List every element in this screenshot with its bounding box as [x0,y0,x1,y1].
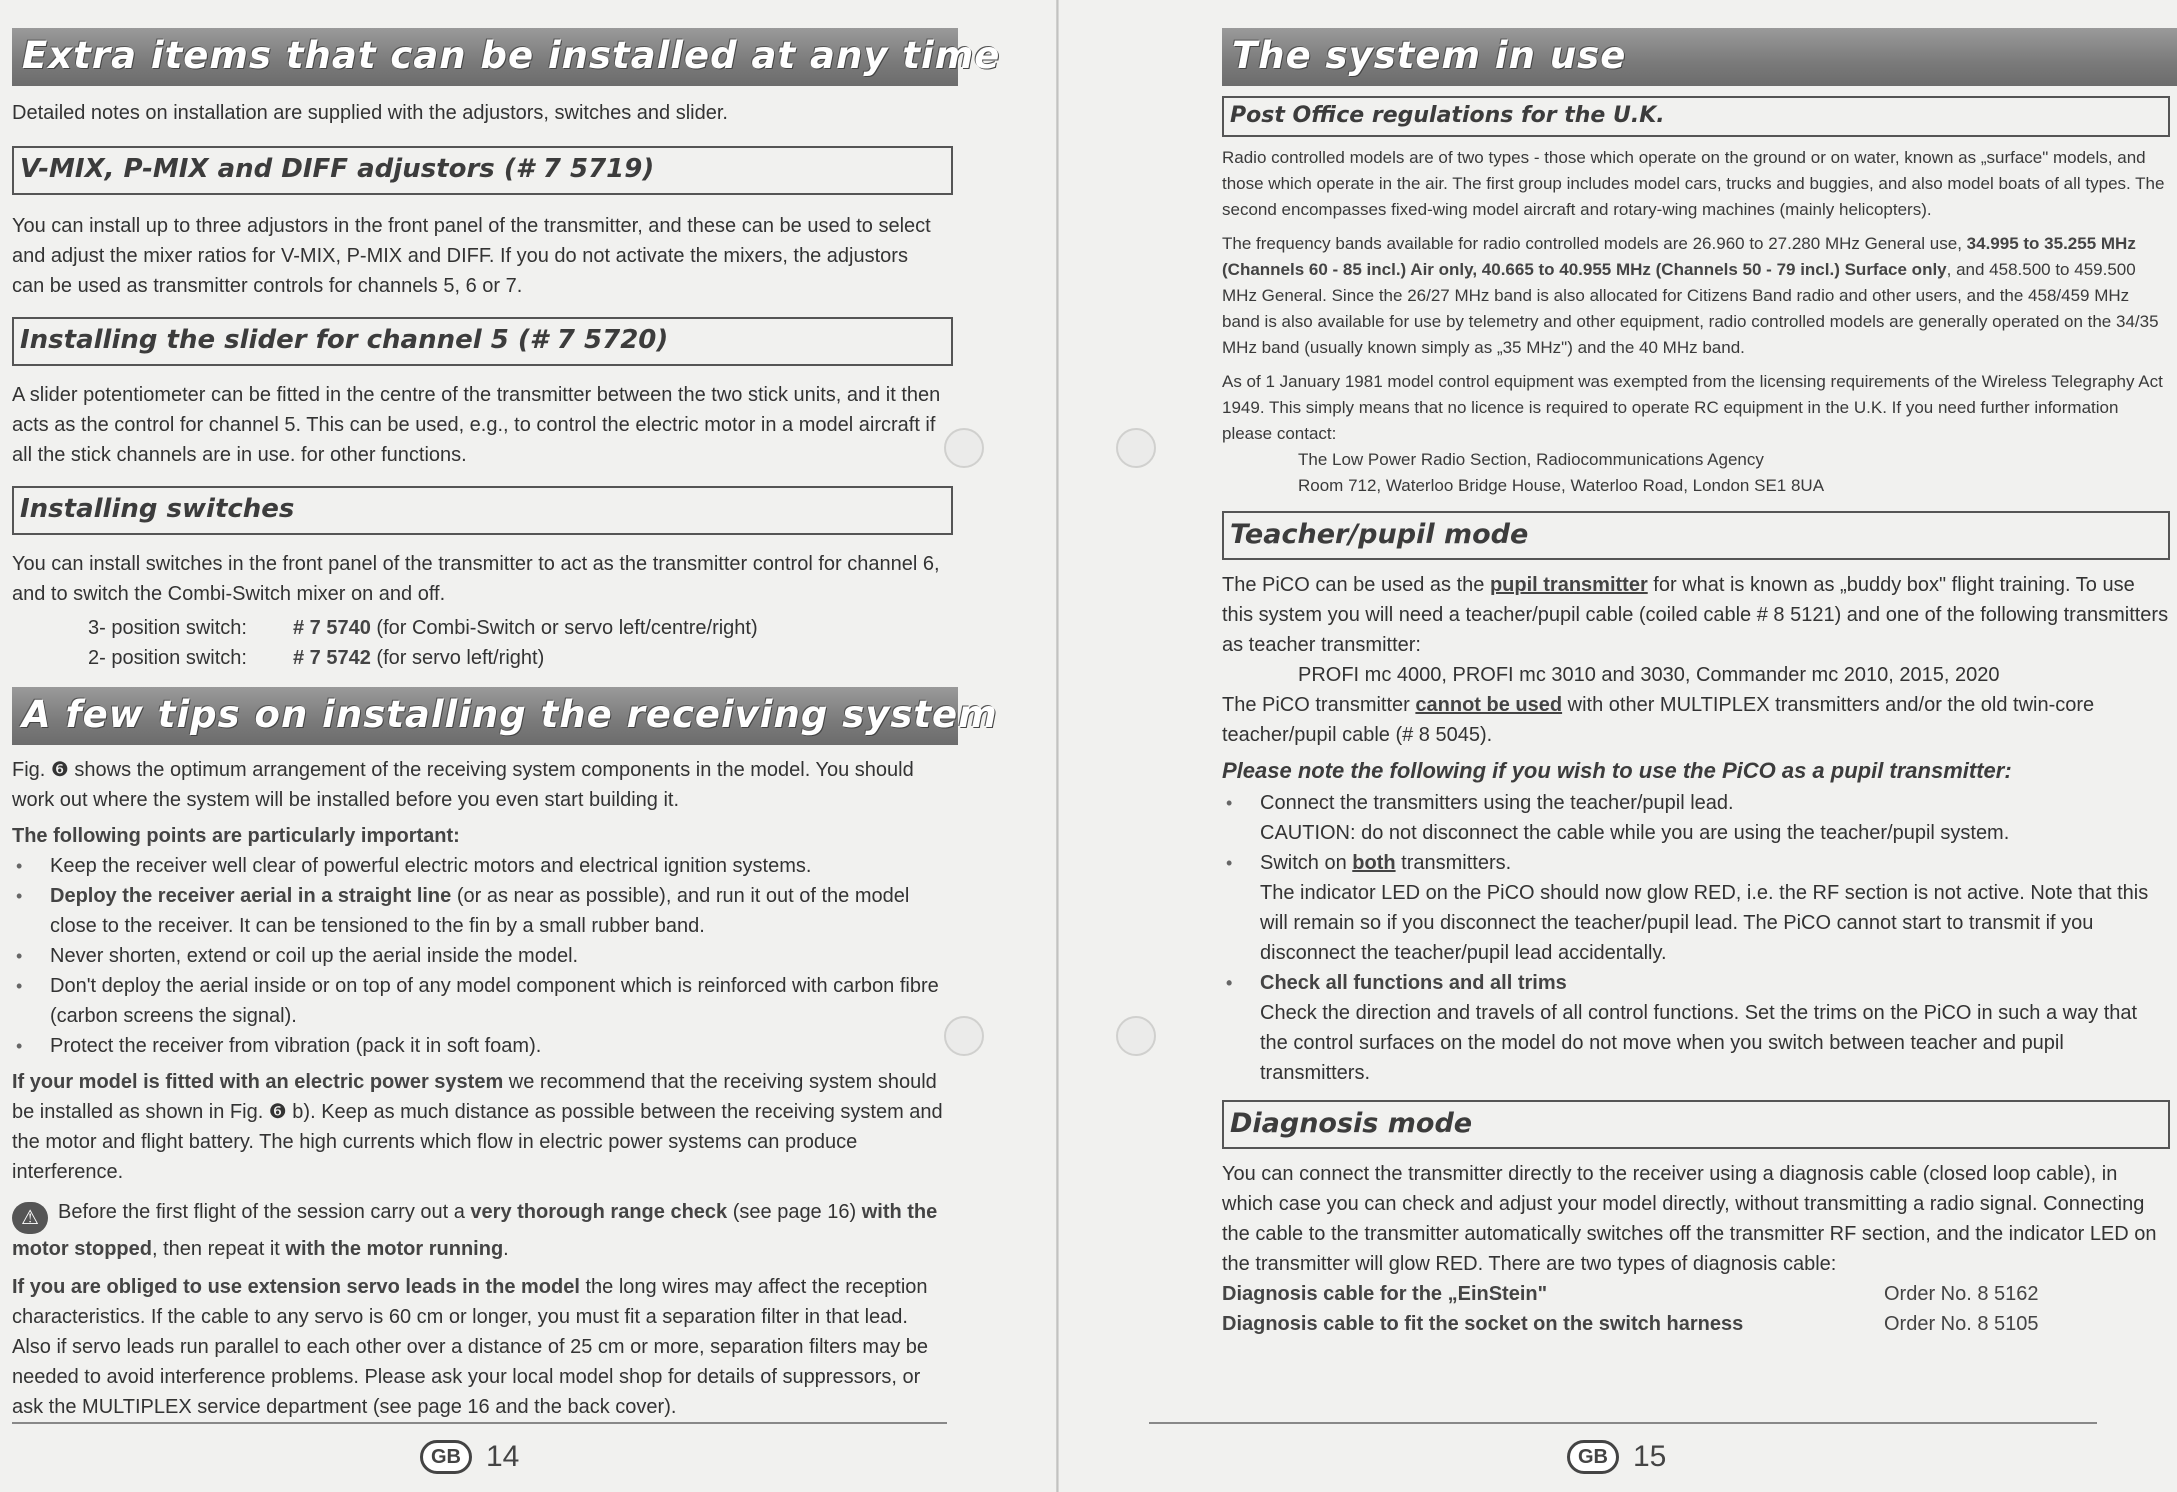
contact-line-2: Room 712, Waterloo Bridge House, Waterloo Road, London SE1 8UA [1298,476,1825,495]
list-item: • Switch on both transmitters. [1226,852,1512,874]
range-e: , then repeat it [152,1238,286,1260]
page-number: 15 [1633,1440,1667,1473]
page-number-left [420,1440,519,1474]
teacher-p1-c: for what is known as „buddy box" flight training. To use this system you will need a teacher/pupil cable (coiled cable # 8 5121) and one of the following transmitters as teacher transmitter: [1222,574,2169,656]
footer-rule [1149,1422,2097,1424]
slider-text: A slider potentiometer can be fitted in the centre of the transmitter between the two stick units, and it then acts as the control for channel 5. This can be used, e.g., to control the electric motor in a model aircraft if all the stick channels are in use. for other functions. [12,384,941,466]
diag-row-harness [1222,1309,2170,1339]
switch-desc: (for servo left/right) [370,647,545,669]
diag-row-label: Diagnosis cable for the „EinStein" [1222,1283,1548,1305]
post-text-3: As of 1 January 1981 model control equipment was exempted from the licensing requirements of the Wireless Telegraphy Act 1949. This simply means that no licence is required to operate RC equipment in the U.K. If you need further information please contact: [1222,372,2163,443]
list-item: • Check all functions and all trims [1226,972,1567,994]
section-title-teacher-pupil: Teacher/pupil mode [1222,511,2170,560]
vmix-text: You can install up to three adjustors in the front panel of the transmitter, and these can be used to select and adjust the mixer ratios for V-MIX, P-MIX and DIFF. If you do not activate the mixers, the adjustors can be used as transmitter controls for channels 5, 6 or 7. [12,215,931,297]
post-text-1: Radio controlled models are of two types - those which operate on the ground or on water, known as „surface" models, and those which operate in the air. The first group includes model cars, trucks and buggies, and also model boats of all types. The second encompasses fixed-wing model aircraft and rotary-wing machines (mainly helicopters). [1222,148,2165,219]
diag-text: You can connect the transmitter directly to the receiver using a diagnosis cable (closed loop cable), in which case you can check and adjust your model directly, without transmitting a radio signal. Connecting the cable to the transmitter automatically switches off the transmitter RF section, and the indicator LED on the transmitter will glow RED. There are two types of diagnosis cable: [1222,1163,2157,1275]
banner-receiving-tips: A few tips on installing the receiving system [12,687,958,745]
page-spine [1056,0,1059,1492]
important-heading: The following points are particularly important: [12,825,460,847]
contact-line-1: The Low Power Radio Section, Radiocommunications Agency [1298,450,1764,469]
switch-row-2pos [12,643,1050,673]
teacher-p2-b: cannot be used [1415,694,1563,716]
teacher-p1-b: pupil transmitter [1489,574,1648,596]
bullet-text: Don't deploy the aerial inside or on top of any model component which is reinforced with carbon fibre (carbon screens the signal). [50,975,939,1027]
range-b: very thorough range check [470,1201,728,1223]
bullet-bold: Deploy the receiver aerial in a straight line [50,885,452,907]
list-item: • Connect the transmitters using the teacher/pupil lead. [1226,792,1734,814]
step-text: Switch on [1260,852,1353,874]
electric-bold: If your model is fitted with an electric power system [12,1071,504,1093]
range-g: . [503,1238,509,1260]
diag-row-label: Diagnosis cable to fit the socket on the switch harness [1222,1313,1744,1335]
right-page [1080,0,2169,1492]
teacher-p1-a: The PiCO can be used as the [1222,574,1490,596]
electric-rest: we recommend that the receiving system should be installed as shown in Fig. ❻ b). Keep as much distance as possible between the receiving system and the motor and flight battery. The high currents which flow in electric power systems can produce interference. [12,1071,943,1183]
switch-row-3pos [12,613,1050,643]
list-item: • Protect the receiver from vibration (pack it in soft foam). [16,1035,542,1057]
bullet-text: Keep the receiver well clear of powerful electric motors and electrical ignition systems. [50,855,812,877]
diag-row-order: Order No. 8 5105 [1884,1313,2039,1335]
list-item: • Don't deploy the aerial inside or on top of any model component which is reinforced with carbon fibre (carbon screens the signal). [16,975,939,1027]
teacher-p2-a: The PiCO transmitter [1222,694,1416,716]
post-p2-c: , and 458.500 to 459.500 MHz General. Since the 26/27 MHz band is also allocated for Citizens Band radio and other users, and the 458/459 MHz band is also available for use by telemetry and other equipment, radio controlled models are generally operated on the 34/35 MHz band (usually known simply as „35 MHz") and the 40 MHz band. [1222,260,2159,357]
led-text: The indicator LED on the PiCO should now glow RED, i.e. the RF section is not active. Note that this will remain so if you disconnect the teacher/pupil lead. The PiCO cannot start to transmit if you disconnect the teacher/pupil lead accidentally. [1260,882,2149,964]
switch-desc: (for Combi-Switch or servo left/centre/right) [370,617,758,639]
caution-text: CAUTION: do not disconnect the cable while you are using the teacher/pupil system. [1260,822,2010,844]
pupil-note-heading: Please note the following if you wish to use the PiCO as a pupil transmitter: [1222,758,2012,783]
page-number: 14 [486,1440,520,1473]
extension-leads-text [12,1272,944,1422]
bullet-text: (or as near as possible), and run it out of the model close to the receiver. It can be tensioned to the fin by a small rubber band. [50,885,910,937]
range-f: with the motor running [285,1238,504,1260]
switch-code: # 7 5740 [293,617,371,639]
post-text-2 [1222,231,2170,361]
switches-text: You can install switches in the front panel of the transmitter to act as the transmitter control for channel 6, and to switch the Combi-Switch mixer on and off. [12,553,940,605]
section-title-switches: Installing switches [12,486,953,535]
extension-rest: the long wires may affect the reception characteristics. If the cable to any servo is 60 cm or longer, you must fit a separation filter in that lead. Also if servo leads run parallel to each other over a distance of 25 cm or more, separation filters may be needed to avoid interference problems. Please ask your local model shop for details of suppressors, or ask the MULTIPLEX service department (see page 16 and the back cover). [12,1276,929,1418]
fig-text: Fig. ❻ shows the optimum arrangement of the receiving system components in the model. You should work out where the system will be installed before you even start building it. [12,759,914,811]
electric-text [12,1067,944,1187]
right-content [1222,96,2170,1339]
post-p2-b: 34.995 to 35.255 MHz (Channels 60 - 85 incl.) Air only, 40.665 to 40.955 MHz (Channels 50 - 79 incl.) Surface only [1222,234,2136,279]
teacher-transmitter-list: PROFI mc 4000, PROFI mc 3010 and 3030, Commander mc 2010, 2015, 2020 [1298,664,2000,686]
banner-extra-items: Extra items that can be installed at any time [12,28,958,86]
footer-rule [12,1422,947,1424]
section-title-vmix: V-MIX, P-MIX and DIFF adjustors (# 7 5719) [12,146,953,195]
post-p2-a: The frequency bands available for radio controlled models are 26.960 to 27.280 MHz General use, [1222,234,1967,253]
bullet-text: Protect the receiver from vibration (pack it in soft foam). [50,1035,542,1057]
gb-badge: GB [1567,1440,1619,1474]
teacher-text-1 [1222,570,2170,660]
diag-row-einstein [1222,1279,2170,1309]
switch-label: 2- position switch: [88,647,247,669]
step-text: transmitters. [1395,852,1512,874]
list-item: • Deploy the receiver aerial in a straight line (or as near as possible), and run it out of the model close to the receiver. It can be tensioned to the fin by a small rubber band. [16,885,910,937]
switch-code: # 7 5742 [293,647,371,669]
banner-system-in-use: The system in use [1222,28,2177,86]
step-underline: both [1352,852,1396,874]
trim-text: Check the direction and travels of all control functions. Set the trims on the PiCO in such a way that the control surfaces on the model do not move when you switch between teacher and pupil transmitters. [1260,1002,2138,1084]
switch-label: 3- position switch: [88,617,247,639]
range-d: with the motor stopped [12,1201,938,1260]
left-page [0,0,1050,1492]
warning-icon: ⚠ [12,1202,48,1234]
intro-text: Detailed notes on installation are supplied with the adjustors, switches and slider. [12,102,728,124]
list-item: • Never shorten, extend or coil up the aerial inside the model. [16,945,579,967]
section-title-diagnosis: Diagnosis mode [1222,1100,2170,1149]
gb-badge: GB [420,1440,472,1474]
range-c: (see page 16) [727,1201,862,1223]
diag-row-order: Order No. 8 5162 [1884,1283,2039,1305]
section-title-slider: Installing the slider for channel 5 (# 7 5720) [12,317,953,366]
range-check-text [12,1197,944,1264]
section-title-post-office: Post Office regulations for the U.K. [1222,96,2170,137]
step-text: Check all functions and all trims [1260,972,1567,994]
bullet-text: Never shorten, extend or coil up the aerial inside the model. [50,945,579,967]
step-text: Connect the transmitters using the teacher/pupil lead. [1260,792,1734,814]
range-a: Before the first flight of the session carry out a [58,1201,471,1223]
teacher-text-2 [1222,690,2170,750]
list-item: • Keep the receiver well clear of powerful electric motors and electrical ignition systems. [16,855,812,877]
teacher-p2-c: with other MULTIPLEX transmitters and/or the old twin-core teacher/pupil cable (# 8 5045). [1222,694,2095,746]
extension-bold: If you are obliged to use extension servo leads in the model [12,1276,580,1298]
page-number-right [1567,1440,1666,1474]
